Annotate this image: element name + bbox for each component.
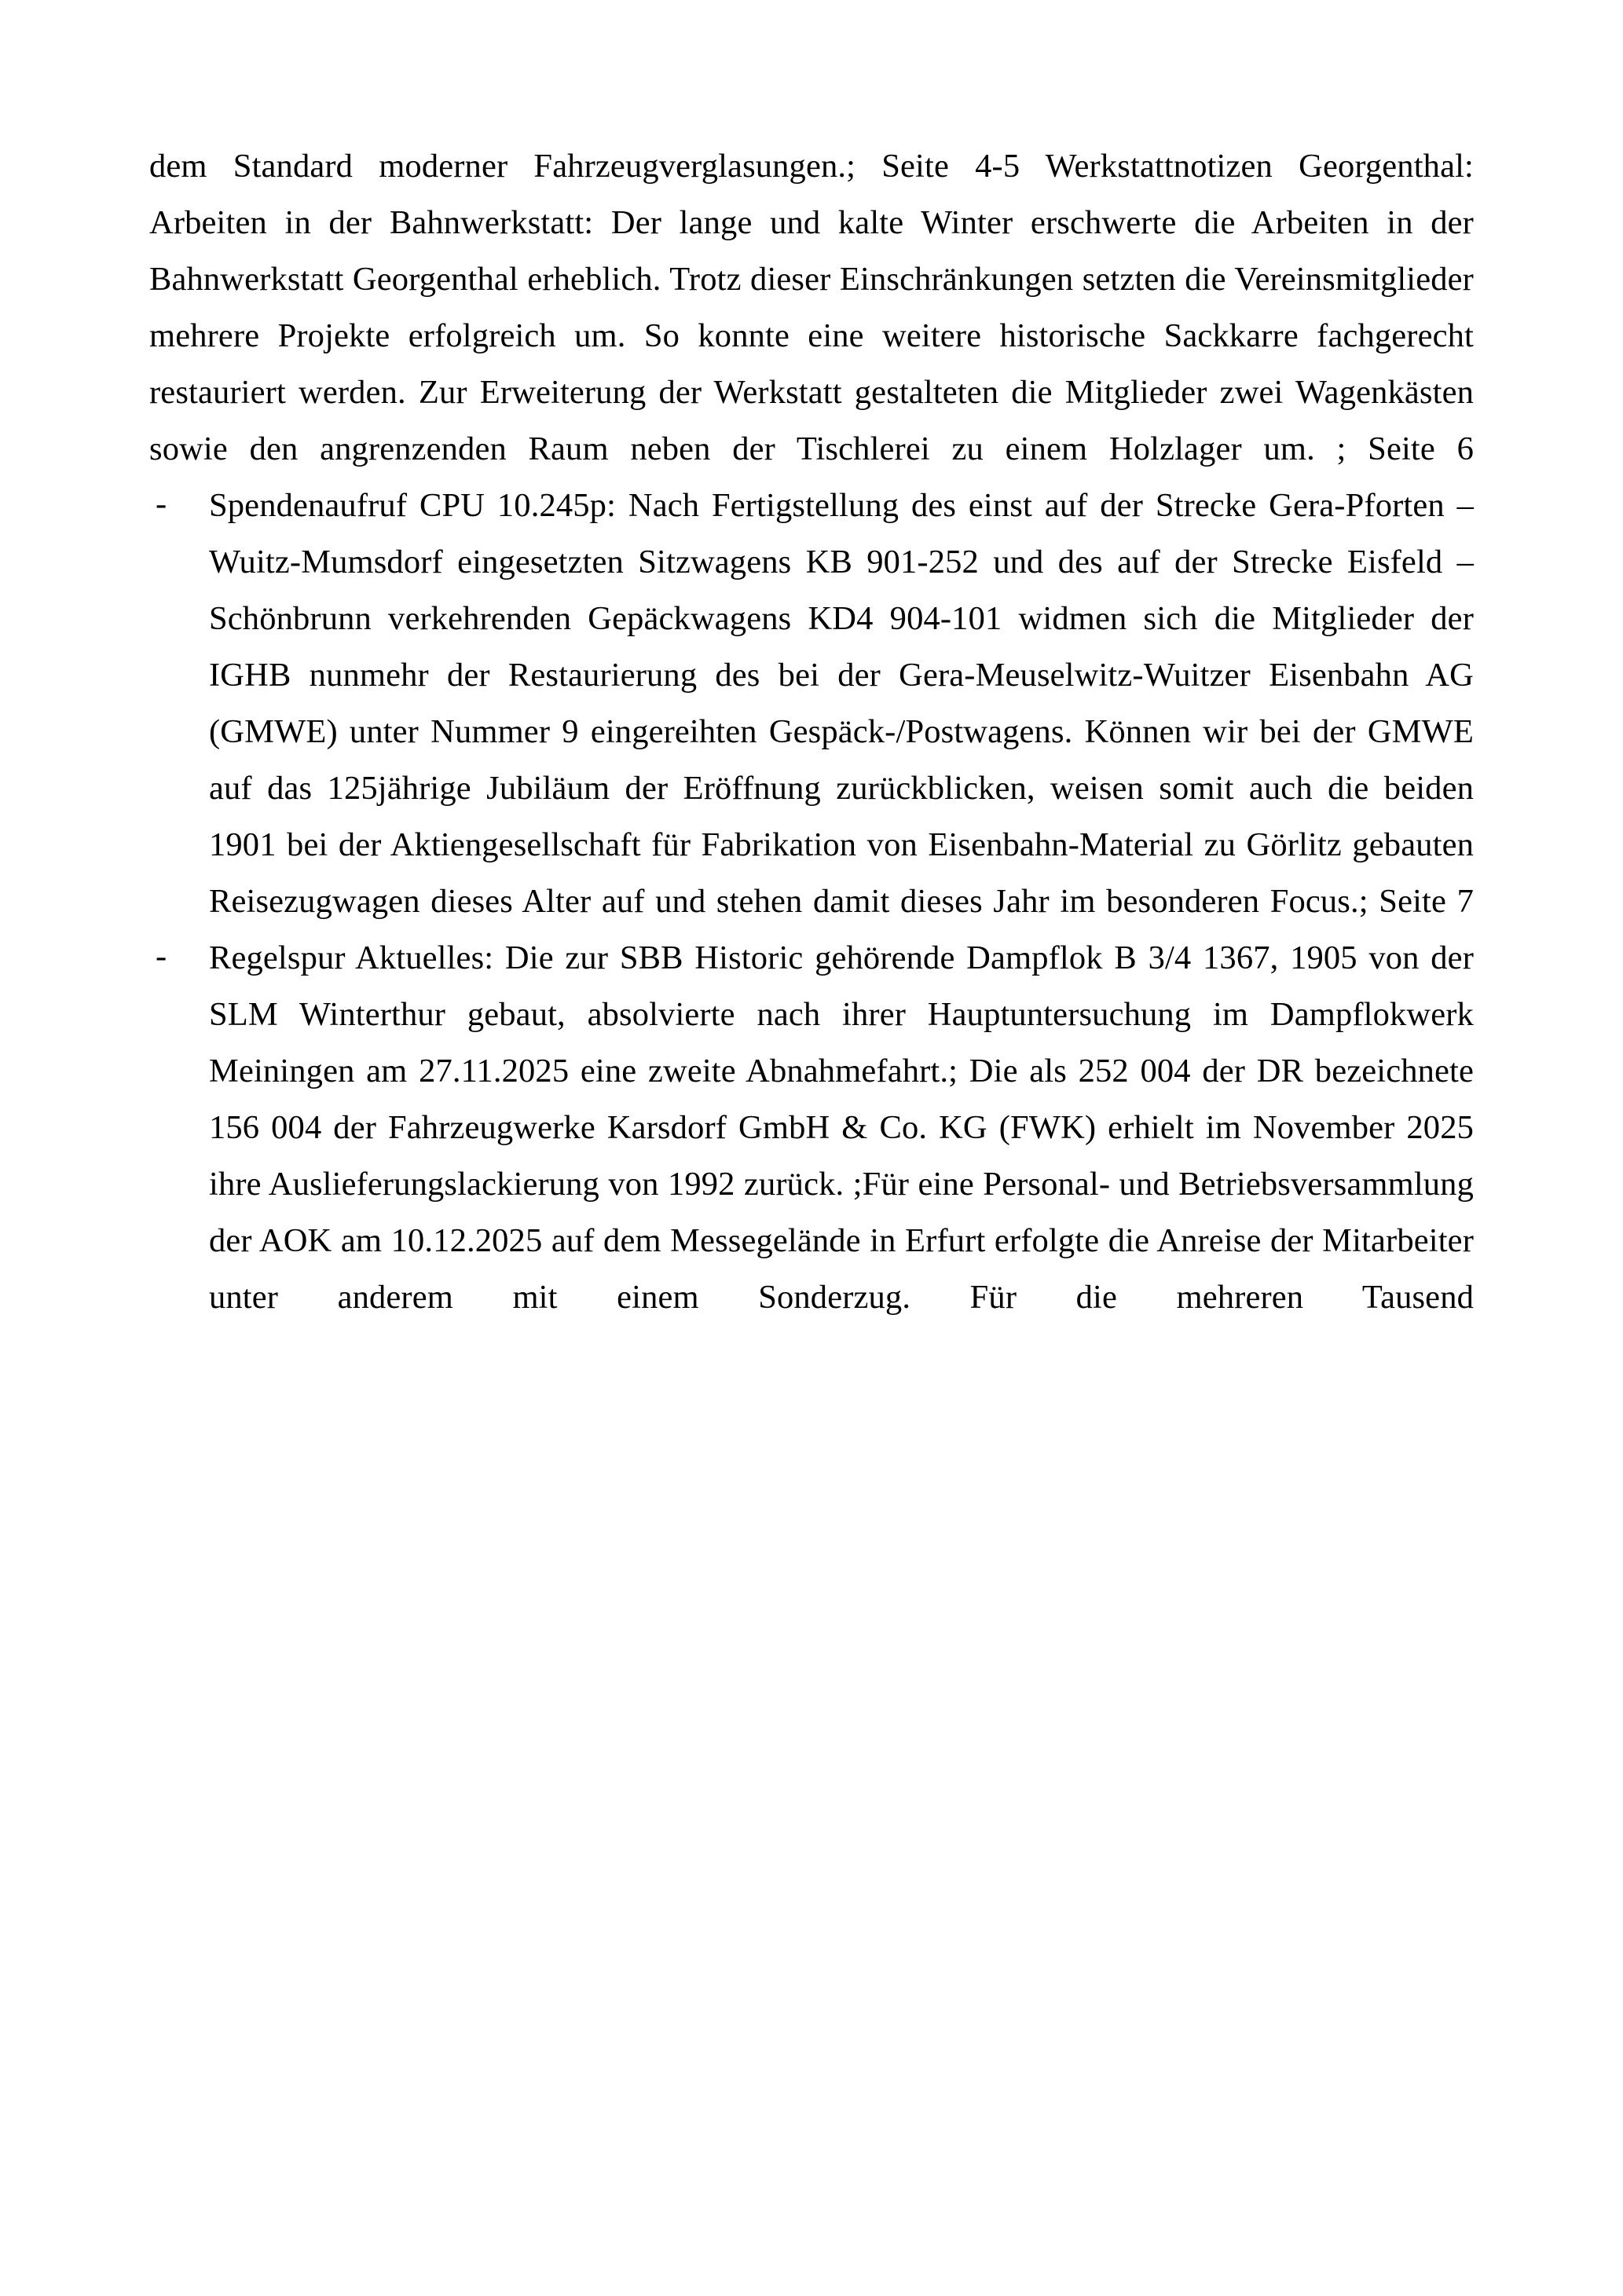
paragraph-continuation: dem Standard moderner Fahrzeugverglasungen.; Seite 4-5 Werkstattnotizen Georgenthal: Arbeiten in der Bahnwerkstatt: Der lange und kalte Winter erschwerte die Arbeiten in der Bahnwerkstatt Georgenthal erheblich. Trotz dieser Einschränkungen setzten die Vereinsmitglieder mehrere Projekte erfolgreich um. So konnte eine weitere historische Sackkarre fachgerecht restauriert werden. Zur Erweiterung der Werkstatt gestalteten die Mitglieder zwei Wagenkästen sowie den angrenzenden Raum neben der Tischlerei zu einem Holzlager um. ; Seite 6 <box>149 148 1474 467</box>
list-item-text: Regelspur Aktuelles: Die zur SBB Historic gehörende Dampflok B 3/4 1367, 1905 von der SLM Winterthur gebaut, absolvierte nach ihrer Hauptuntersuchung im Dampflokwerk Meiningen am 27.11.2025 eine zweite Abnahmefahrt.; Die als 252 004 der DR bezeichnete 156 004 der Fahrzeugwerke Karsdorf GmbH & Co. KG (FWK) erhielt im November 2025 ihre Auslieferungslackierung von 1992 zurück. ;Für eine Personal- und Betriebsversammlung der AOK am 10.12.2025 auf dem Messegelände in Erfurt erfolgte die Anreise der Mitarbeiter unter anderem mit einem Sonderzug. Für die mehreren Tausend <box>209 939 1474 1316</box>
list-item <box>149 930 1474 1326</box>
dash-bullet-icon: - <box>156 938 167 975</box>
dash-bullet-icon: - <box>156 485 167 522</box>
document-text-body <box>149 138 1474 1326</box>
list-item <box>149 478 1474 930</box>
list-item-text: Spendenaufruf CPU 10.245p: Nach Fertigstellung des einst auf der Strecke Gera-Pforten – Wuitz-Mumsdorf eingesetzten Sitzwagens KB 901-252 und des auf der Strecke Eisfeld – Schönbrunn verkehrenden Gepäckwagens KD4 904-101 widmen sich die Mitglieder der IGHB nunmehr der Restaurierung des bei der Gera-Meuselwitz-Wuitzer Eisenbahn AG (GMWE) unter Nummer 9 eingereihten Gespäck-/Postwagens. Können wir bei der GMWE auf das 125jährige Jubiläum der Eröffnung zurückblicken, weisen somit auch die beiden 1901 bei der Aktiengesellschaft für Fabrikation von Eisenbahn-Material zu Görlitz gebauten Reisezugwagen dieses Alter auf und stehen damit dieses Jahr im besonderen Focus.; Seite 7 <box>209 487 1474 920</box>
